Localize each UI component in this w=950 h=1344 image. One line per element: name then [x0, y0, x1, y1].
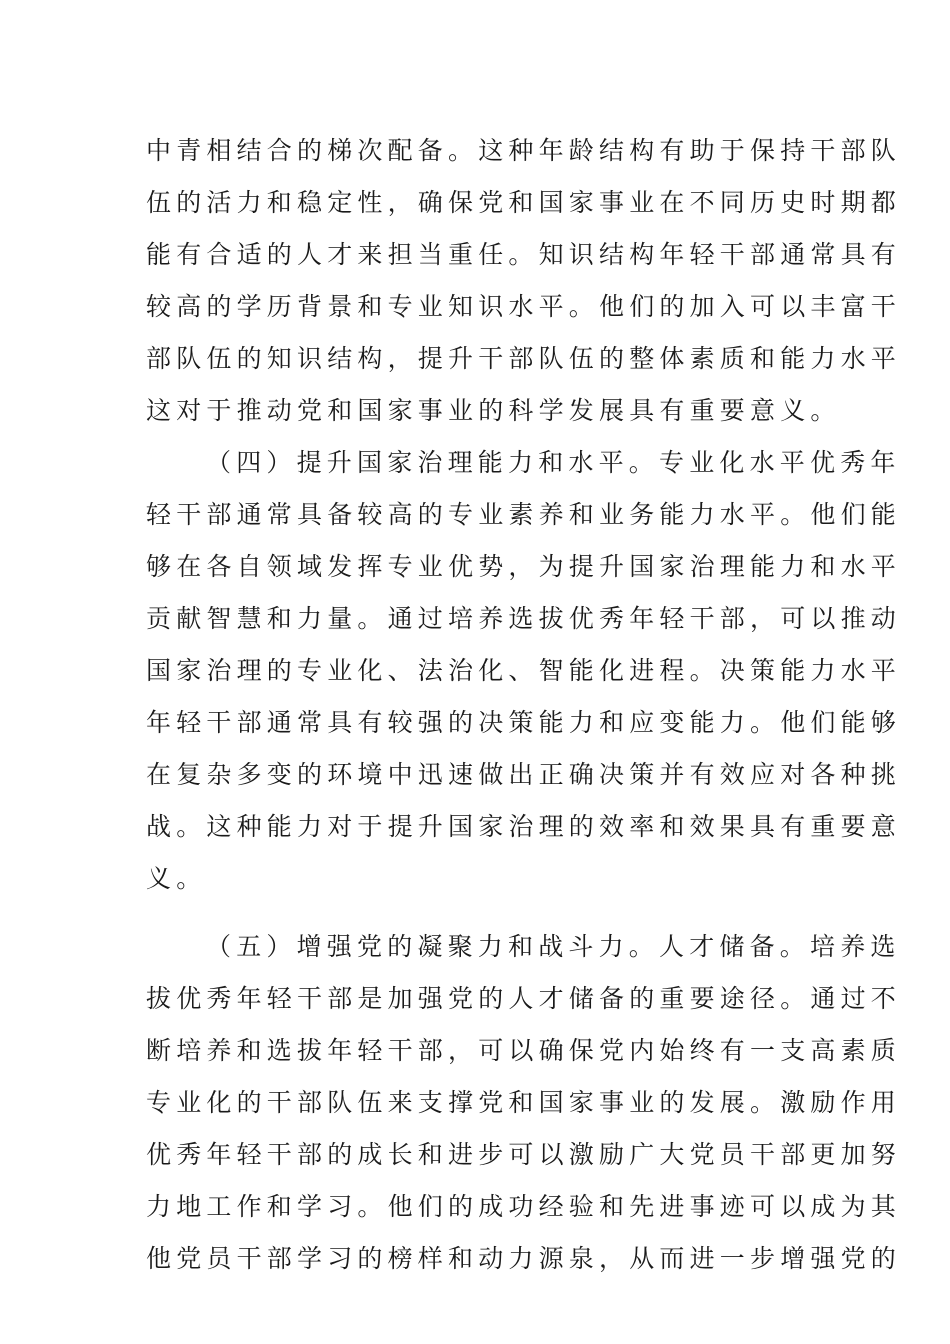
- text-line: 断培养和选拔年轻干部，可以确保党内始终有一支高素质: [146, 1036, 902, 1065]
- text-line: 较高的学历背景和专业知识水平。他们的加入可以丰富干: [146, 292, 902, 321]
- section-heading-line: （五）增强党的凝聚力和战斗力。人才储备。培养选: [206, 932, 901, 961]
- text-line: 国家治理的专业化、法治化、智能化进程。决策能力水平: [146, 656, 902, 685]
- text-line: 部队伍的知识结构，提升干部队伍的整体素质和能力水平: [146, 344, 902, 373]
- text-line: 他党员干部学习的榜样和动力源泉，从而进一步增强党的: [146, 1244, 902, 1273]
- text-line: 中青相结合的梯次配备。这种年龄结构有助于保持干部队: [146, 136, 902, 165]
- text-line: 够在各自领域发挥专业优势，为提升国家治理能力和水平: [146, 552, 902, 581]
- text-line: 这对于推动党和国家事业的科学发展具有重要意义。: [146, 396, 841, 425]
- paragraph-gap: [146, 905, 806, 921]
- section-heading-line: （四）提升国家治理能力和水平。专业化水平优秀年: [206, 448, 901, 477]
- text-line: 年轻干部通常具有较强的决策能力和应变能力。他们能够: [146, 708, 902, 737]
- text-line: 伍的活力和稳定性，确保党和国家事业在不同历史时期都: [146, 188, 902, 217]
- text-line: 优秀年轻干部的成长和进步可以激励广大党员干部更加努: [146, 1140, 902, 1169]
- text-line: 力地工作和学习。他们的成功经验和先进事迹可以成为其: [146, 1192, 902, 1221]
- text-line: 能有合适的人才来担当重任。知识结构年轻干部通常具有: [146, 240, 902, 269]
- text-line: 义。: [146, 864, 207, 893]
- text-line: 专业化的干部队伍来支撑党和国家事业的发展。激励作用: [146, 1088, 902, 1117]
- paragraph-section-4: [146, 437, 902, 905]
- text-line: 轻干部通常具备较高的专业素养和业务能力水平。他们能: [146, 500, 902, 529]
- text-line: 拔优秀年轻干部是加强党的人才储备的重要途径。通过不: [146, 984, 902, 1013]
- text-line: 贡献智慧和力量。通过培养选拔优秀年轻干部，可以推动: [146, 604, 902, 633]
- paragraph-section-5: [146, 921, 902, 1285]
- document-body: [146, 125, 902, 1285]
- paragraph-continuation: [146, 125, 902, 437]
- text-line: 战。这种能力对于提升国家治理的效率和效果具有重要意: [146, 812, 902, 841]
- text-line: 在复杂多变的环境中迅速做出正确决策并有效应对各种挑: [146, 760, 902, 789]
